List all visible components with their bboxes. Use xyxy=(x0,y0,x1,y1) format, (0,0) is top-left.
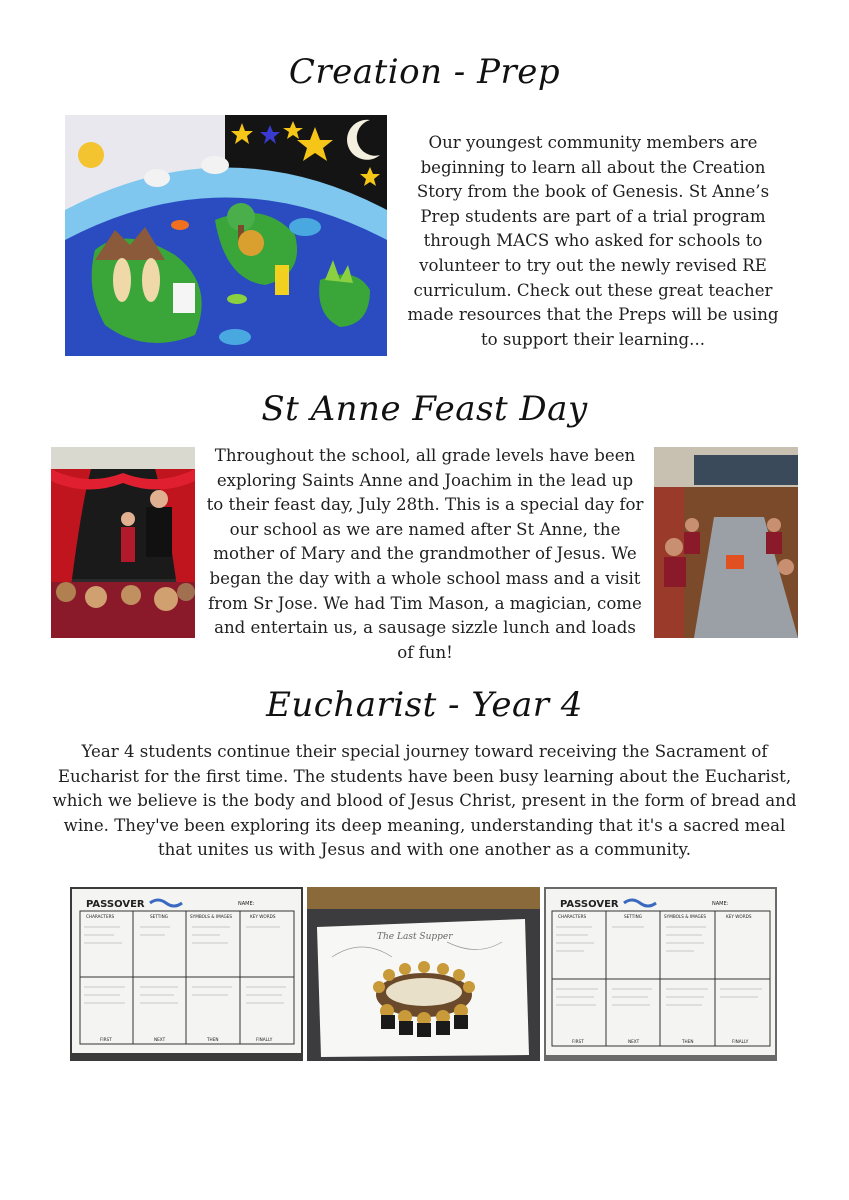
worksheet-title-2: PASSOVER xyxy=(560,899,619,910)
passover-worksheet-photo-1 xyxy=(70,887,303,1061)
worksheet-header-2d: KEY WORDS xyxy=(726,914,752,919)
worksheet-footer-2a: FIRST xyxy=(572,1039,584,1044)
worksheet-name-label-1: NAME: xyxy=(238,901,255,907)
worksheet-header-1d: KEY WORDS xyxy=(250,914,276,919)
worksheet-footer-1b: NEXT xyxy=(154,1037,166,1042)
worksheet-header-1b: SETTING xyxy=(150,914,168,919)
worksheet-footer-2d: FINALLY xyxy=(732,1039,749,1044)
worksheet-footer-2c: THEN xyxy=(682,1039,694,1044)
worksheet-header-2c: SYMBOLS & IMAGES xyxy=(664,914,707,919)
creation-title: Creation - Prep xyxy=(288,52,561,92)
eucharist-text: Year 4 students continue their special journey toward receiving the Sacrament of Eucharist for the first time. The students have been busy learning about the Eucharist, which we believe is the body and blood of Jesus Christ, present in the form of bread and wine. They've been exploring its deep meaning, understanding that it's a sacred meal that unites us with Jesus and with one another as a community. xyxy=(52,742,797,860)
worksheet-name-label-2: NAME: xyxy=(712,901,729,907)
last-supper-drawing-photo xyxy=(307,887,540,1061)
worksheet-header-2b: SETTING xyxy=(624,914,642,919)
worksheet-title-1: PASSOVER xyxy=(86,899,145,910)
feast-title: St Anne Feast Day xyxy=(261,389,588,429)
magician-show-photo xyxy=(51,447,195,638)
eucharist-title: Eucharist - Year 4 xyxy=(266,685,583,725)
worksheet-footer-2b: NEXT xyxy=(628,1039,640,1044)
passover-worksheet-photo-2 xyxy=(544,887,777,1061)
sausage-sizzle-lunch-photo xyxy=(654,447,798,638)
worksheet-header-1c: SYMBOLS & IMAGES xyxy=(190,914,233,919)
creation-felt-board-photo xyxy=(65,115,387,356)
last-supper-label: The Last Supper xyxy=(377,932,453,942)
worksheet-header-1a: CHARACTERS xyxy=(86,914,115,919)
worksheet-footer-1d: FINALLY xyxy=(256,1037,273,1042)
feast-text: Throughout the school, all grade levels have been exploring Saints Anne and Joachim in the lead up to their feast day, July 28th. This is a special day for our school as we are named after St Anne, the mother of Mary and the grandmother of Jesus. We began the day with a whole school mass and a visit from Sr Jose. We had Tim Mason, a magician, come and entertain us, a sausage sizzle lunch and loads of fun! xyxy=(206,446,644,662)
creation-text: Our youngest community members are beginning to learn all about the Creation Story from the book of Genesis. St Anne’s Prep students are part of a trial program through MACS who asked for schools to volunteer to try out the newly revised RE curriculum. Check out these great teacher made resources that the Preps will be using to support their learning... xyxy=(407,133,779,349)
worksheet-footer-1a: FIRST xyxy=(100,1037,112,1042)
worksheet-footer-1c: THEN xyxy=(207,1037,219,1042)
worksheet-header-2a: CHARACTERS xyxy=(558,914,587,919)
